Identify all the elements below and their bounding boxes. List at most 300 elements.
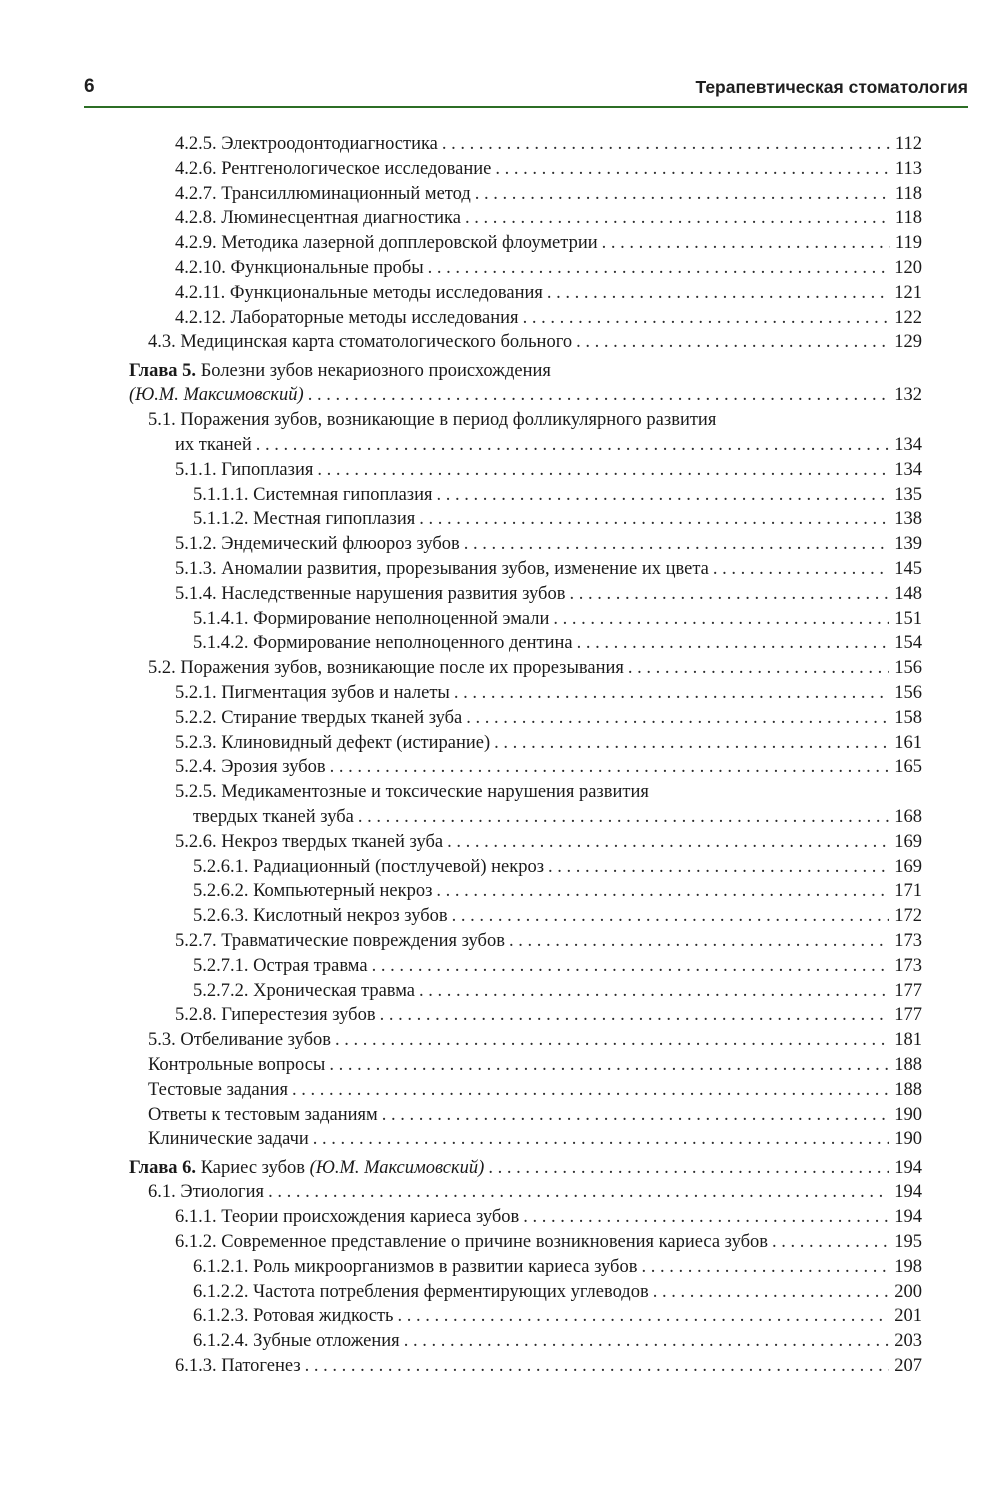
dot-leader <box>308 383 890 408</box>
dot-leader <box>466 706 889 731</box>
toc-line <box>129 182 922 207</box>
dot-leader <box>475 182 890 207</box>
toc-page-number: 188 <box>894 1079 922 1100</box>
toc-section-number: 4.2.12. <box>175 307 226 328</box>
toc-line <box>129 904 922 929</box>
toc-line <box>129 1180 922 1205</box>
toc-page-number: 194 <box>894 1182 922 1203</box>
toc-page-number: 129 <box>894 332 922 353</box>
toc-page-number: 165 <box>894 757 922 778</box>
toc-section-title: Кислотный некроз зубов <box>253 906 448 927</box>
toc-section-number: 5.2.2. <box>175 707 217 728</box>
toc-page-number: 112 <box>894 134 922 154</box>
toc-entry-title <box>175 706 462 731</box>
toc-line <box>129 830 922 855</box>
toc-row <box>129 681 922 706</box>
toc-section-title: Радиационный (постлучевой) некроз <box>253 856 545 877</box>
toc-line <box>129 1127 922 1152</box>
toc-section-number: 5.2.6.2. <box>193 881 249 902</box>
toc-page-number: 168 <box>894 807 922 828</box>
dot-leader <box>452 904 890 929</box>
toc-entry-title <box>175 306 519 331</box>
toc-row <box>129 954 922 979</box>
toc-page-number: 190 <box>894 1104 922 1125</box>
toc-page-number: 177 <box>894 980 922 1001</box>
toc-section-number: 4.2.11. <box>175 282 226 303</box>
dot-leader <box>442 132 890 157</box>
toc-row <box>129 607 922 632</box>
toc-page-number: 173 <box>894 931 922 951</box>
toc-entry-title <box>175 582 565 607</box>
dot-leader <box>464 532 889 557</box>
toc-page-number: 158 <box>894 707 922 728</box>
dot-leader <box>419 507 889 532</box>
toc-entry-title <box>175 182 471 207</box>
header-rule <box>84 106 968 108</box>
toc-line <box>129 1078 922 1103</box>
toc-row <box>129 231 922 256</box>
toc-page-number: 173 <box>894 955 922 976</box>
toc-entry-title <box>148 1053 325 1078</box>
toc-entry-title <box>193 631 573 656</box>
toc-section-title: Компьютерный некроз <box>253 881 433 902</box>
toc-page-number: 119 <box>894 233 922 254</box>
toc-section-number: 5.2.6. <box>175 831 217 852</box>
toc-page-number: 161 <box>894 732 922 753</box>
toc-line <box>129 755 922 780</box>
toc-line <box>129 507 922 532</box>
toc-entry-title <box>148 1103 378 1128</box>
toc-entry-title <box>148 656 624 681</box>
dot-leader <box>358 805 889 830</box>
toc-section-title: Лабораторные методы исследования <box>230 307 519 328</box>
toc-section-number: 5.2.8. <box>175 1005 217 1026</box>
toc-entry-title <box>148 1028 331 1053</box>
toc-section-title: Травматические повреждения зубов <box>221 931 505 951</box>
chapter-author: (Ю.М. Максимовский) <box>309 1157 485 1178</box>
toc-section-title: Отбеливание зубов <box>180 1030 331 1051</box>
running-title: Терапевтическая стоматология <box>695 77 968 97</box>
toc-section-number: 4.2.8. <box>175 208 217 229</box>
toc-section-title: Эрозия зубов <box>221 757 326 778</box>
toc-line <box>129 706 922 731</box>
toc-page-number: 121 <box>894 282 922 303</box>
toc-section-title: Некроз твердых тканей зуба <box>221 831 444 852</box>
toc-page-number: 148 <box>894 583 922 604</box>
toc-page-number: 181 <box>894 1030 922 1051</box>
toc-page-number: 190 <box>894 1129 922 1150</box>
toc-entry-title <box>175 532 460 557</box>
dot-leader <box>256 433 889 458</box>
toc-section-title: Стирание твердых тканей зуба <box>221 707 463 728</box>
toc-line <box>129 483 922 508</box>
toc-section-number: 5.2.6.3. <box>193 906 249 927</box>
toc-entry-title <box>129 1156 484 1181</box>
dot-leader <box>523 306 890 331</box>
toc-row <box>129 731 922 756</box>
toc-entry-title <box>193 954 368 979</box>
toc-section-number: 4.2.7. <box>175 183 217 204</box>
toc-entry-title <box>175 1205 519 1230</box>
dot-leader <box>454 681 889 706</box>
toc-entry-title <box>193 607 549 632</box>
toc-section-title: Местная гипоплазия <box>253 509 416 530</box>
toc-section-title: Ротовая жидкость <box>253 1306 394 1327</box>
toc-row <box>129 483 922 508</box>
toc-line <box>129 1280 922 1305</box>
toc-section-number: 6.1.2.3. <box>193 1306 249 1327</box>
toc-section-number: 5.2. <box>148 658 176 679</box>
toc-page-number: 172 <box>894 906 922 927</box>
toc-entry-title <box>175 755 326 780</box>
dot-leader <box>292 1078 889 1103</box>
toc-entry-title <box>175 433 252 458</box>
toc-section-number: 4.2.9. <box>175 233 217 254</box>
dot-leader <box>419 979 889 1004</box>
dot-leader <box>329 1053 889 1078</box>
toc-entry-title <box>175 557 709 582</box>
toc-line <box>129 1156 922 1181</box>
toc-section-number: 5.2.6.1. <box>193 856 249 877</box>
toc-line <box>129 656 922 681</box>
toc-line <box>129 607 922 632</box>
toc-page-number: 203 <box>894 1331 922 1352</box>
dot-leader <box>465 206 890 231</box>
toc-entry-title <box>175 132 438 157</box>
dot-leader <box>436 879 889 904</box>
dot-leader <box>397 1304 889 1329</box>
toc-entry-title <box>193 879 432 904</box>
toc-row <box>129 1280 922 1305</box>
dot-leader <box>428 256 890 281</box>
toc-section-title: Медикаментозные и токсические нарушения развития <box>221 782 649 803</box>
running-header <box>84 74 968 104</box>
toc-section-title: Пигментация зубов и налеты <box>221 683 450 704</box>
toc-line <box>129 330 922 355</box>
toc-entry-title <box>175 1230 768 1255</box>
dot-leader <box>382 1103 889 1128</box>
toc-section-number: 6.1. <box>148 1182 176 1203</box>
toc-section-title: Рентгенологическое исследование <box>221 158 492 179</box>
toc-entry-title <box>175 206 461 231</box>
toc-line <box>129 855 922 880</box>
toc-row <box>129 507 922 532</box>
toc-section-number: 5.1.4. <box>175 583 217 604</box>
dot-leader <box>548 855 889 880</box>
toc-row <box>129 1003 922 1028</box>
toc-page-number: 156 <box>894 658 922 679</box>
toc-section-title: Гиперестезия зубов <box>221 1005 376 1026</box>
dot-leader <box>268 1180 889 1205</box>
page-number: 6 <box>84 76 95 97</box>
toc-entry-title <box>175 1354 301 1379</box>
toc-line <box>129 256 922 281</box>
toc-entry-title <box>193 1280 649 1305</box>
toc-row <box>129 706 922 731</box>
toc-section-number: 6.1.2. <box>175 1232 217 1253</box>
toc-entry-title <box>175 231 598 256</box>
toc-line <box>129 1230 922 1255</box>
toc-row <box>129 656 922 681</box>
toc-section-title: Клинические задачи <box>148 1129 309 1150</box>
toc-section-title: Люминесцентная диагностика <box>221 208 461 229</box>
toc-row <box>129 780 922 805</box>
toc-line <box>129 557 922 582</box>
toc-row <box>129 755 922 780</box>
toc-row <box>129 1180 922 1205</box>
toc-page-number: 134 <box>894 435 922 456</box>
dot-leader <box>437 483 890 508</box>
dot-leader <box>372 954 890 979</box>
toc-page-number: 139 <box>894 534 922 555</box>
toc-line <box>129 1329 922 1354</box>
toc-line <box>129 532 922 557</box>
toc-line <box>129 805 922 830</box>
toc-row <box>129 1304 922 1329</box>
toc-section-number: 5.1.4.2. <box>193 633 249 654</box>
toc-entry-title <box>175 929 505 954</box>
dot-leader <box>509 929 889 954</box>
dot-leader <box>335 1028 889 1053</box>
toc-section-number: 5.2.7.1. <box>193 955 249 976</box>
toc-row <box>129 929 922 954</box>
toc-page-number: 134 <box>894 459 922 480</box>
chapter-label: Глава 5. <box>129 360 197 381</box>
toc-page-number: 118 <box>894 208 922 229</box>
toc-page-number: 154 <box>894 633 922 654</box>
toc-section-number: 6.1.2.4. <box>193 1331 249 1352</box>
toc-row <box>129 904 922 929</box>
toc-page-number: 198 <box>894 1256 922 1277</box>
toc-page-number: 122 <box>894 307 922 328</box>
toc-section-number: 5.1.4.1. <box>193 608 249 629</box>
toc-section-title: Электроодонтодиагностика <box>221 134 438 154</box>
toc-section-number: 5.2.7. <box>175 931 217 951</box>
toc-page-number: 120 <box>894 257 922 278</box>
toc-entry-title <box>175 256 424 281</box>
dot-leader <box>317 458 889 483</box>
toc-row <box>129 631 922 656</box>
dot-leader <box>553 607 889 632</box>
toc-line <box>129 681 922 706</box>
toc-row-continuation <box>129 433 922 458</box>
toc-section-title: Этиология <box>180 1182 265 1203</box>
toc-section-number: 5.2.3. <box>175 732 217 753</box>
toc-row <box>129 1127 922 1152</box>
dot-leader <box>495 157 890 182</box>
toc-entry-title <box>175 157 491 182</box>
toc-page-number: 145 <box>894 559 922 580</box>
toc-page-number: 113 <box>894 158 922 179</box>
toc-row <box>129 132 922 157</box>
dot-leader <box>569 582 889 607</box>
toc-page-number: 200 <box>894 1281 922 1302</box>
toc-row <box>129 830 922 855</box>
toc-section-title: Функциональные методы исследования <box>229 282 543 303</box>
toc-line <box>129 879 922 904</box>
toc-entry-title <box>175 281 543 306</box>
toc-line <box>129 1255 922 1280</box>
toc-line <box>129 1354 922 1379</box>
toc-row <box>129 206 922 231</box>
toc-section-number: 4.2.6. <box>175 158 217 179</box>
dot-leader <box>380 1003 890 1028</box>
toc-chapter-author-row <box>129 383 922 408</box>
toc-row <box>129 256 922 281</box>
toc-section-title: Ответы к тестовым заданиям <box>148 1104 378 1125</box>
toc-row <box>129 557 922 582</box>
toc-line <box>129 1304 922 1329</box>
toc-entry-title <box>175 731 490 756</box>
toc-section-number: 6.1.2.2. <box>193 1281 249 1302</box>
toc-section-number: 5.1.3. <box>175 559 217 580</box>
chapter-label: Глава 6. <box>129 1157 197 1178</box>
toc-section-number: 6.1.3. <box>175 1356 217 1377</box>
toc-line <box>129 929 922 954</box>
toc-row <box>129 1230 922 1255</box>
chapter-title: Болезни зубов некариозного происхождения <box>200 360 551 381</box>
toc-row-continuation <box>129 805 922 830</box>
toc-page-number: 169 <box>894 831 922 852</box>
toc-row <box>129 408 922 433</box>
toc-line <box>129 1103 922 1128</box>
toc-line <box>129 1003 922 1028</box>
toc-section-title: Современное представление о причине возникновения кариеса зубов <box>221 1232 768 1253</box>
toc-section-title: Острая травма <box>253 955 368 976</box>
toc-line <box>129 132 922 157</box>
toc-page-number: 201 <box>894 1306 922 1327</box>
dot-leader <box>404 1329 890 1354</box>
toc-row <box>129 1103 922 1128</box>
toc-section-number: 6.1.2.1. <box>193 1256 249 1277</box>
toc-page-number: 138 <box>894 509 922 530</box>
toc-row <box>129 879 922 904</box>
toc-section-title: Поражения зубов, возникающие в период фолликулярного развития <box>180 410 717 431</box>
dot-leader <box>330 755 890 780</box>
toc-row <box>129 1028 922 1053</box>
toc-row <box>129 157 922 182</box>
dot-leader <box>523 1205 889 1230</box>
toc-page-number: 118 <box>894 183 922 204</box>
toc-entry-title <box>193 1255 637 1280</box>
toc-section-number: 5.1.1.2. <box>193 509 249 530</box>
toc-section-title: Частота потребления ферментирующих углеводов <box>253 1281 649 1302</box>
toc-entry-title <box>129 383 304 408</box>
toc-entry-title <box>175 458 313 483</box>
dot-leader <box>305 1354 890 1379</box>
toc-section-title: Системная гипоплазия <box>253 484 433 505</box>
dot-leader <box>713 557 889 582</box>
toc-row <box>129 532 922 557</box>
toc-entry-title <box>193 904 448 929</box>
toc-line <box>129 1205 922 1230</box>
toc-row <box>129 1255 922 1280</box>
toc-section-number: 5.2.5. <box>175 782 217 803</box>
toc-line <box>129 1053 922 1078</box>
toc-line <box>129 954 922 979</box>
dot-leader <box>772 1230 889 1255</box>
toc-row <box>129 330 922 355</box>
toc-line <box>129 231 922 256</box>
toc-line <box>129 731 922 756</box>
toc-row <box>129 1078 922 1103</box>
toc-section-number: 4.3. <box>148 332 176 353</box>
toc-section-number: 5.2.7.2. <box>193 980 249 1001</box>
toc-section-title: Эндемический флюороз зубов <box>221 534 460 555</box>
toc-section-number: 5.2.4. <box>175 757 217 778</box>
toc-section-title: Роль микроорганизмов в развитии кариеса зубов <box>253 1256 638 1277</box>
dot-leader <box>628 656 889 681</box>
toc-page-number: 132 <box>894 385 922 406</box>
toc-row <box>129 182 922 207</box>
toc-chapter-row <box>129 1156 922 1181</box>
toc-entry-title <box>148 1127 309 1152</box>
toc-section-number: 5.2.1. <box>175 683 217 704</box>
toc-section-number: 5.1.1. <box>175 459 217 480</box>
dot-leader <box>653 1280 890 1305</box>
toc-section-title: Аномалии развития, прорезывания зубов, изменение их цвета <box>221 559 709 580</box>
toc-section-title-continued: их тканей <box>175 435 252 456</box>
chapter-author: (Ю.М. Максимовский) <box>129 385 304 406</box>
table-of-contents <box>129 132 922 1379</box>
toc-section-title: Функциональные пробы <box>230 257 424 278</box>
toc-section-title: Тестовые задания <box>148 1079 289 1100</box>
toc-section-title: Медицинская карта стоматологического больного <box>180 332 573 353</box>
toc-section-title: Формирование неполноценной эмали <box>253 608 550 629</box>
toc-entry-title <box>148 330 572 355</box>
dot-leader <box>576 330 889 355</box>
toc-chapter-row <box>129 359 922 384</box>
toc-entry-title <box>193 979 415 1004</box>
toc-section-number: 6.1.1. <box>175 1207 217 1228</box>
toc-entry-title <box>175 1003 376 1028</box>
toc-page-number: 151 <box>894 608 922 629</box>
toc-row <box>129 855 922 880</box>
dot-leader <box>494 731 889 756</box>
toc-row <box>129 1354 922 1379</box>
toc-section-title: Клиновидный дефект (истирание) <box>221 732 491 753</box>
toc-page-number: 169 <box>894 856 922 877</box>
dot-leader <box>447 830 889 855</box>
toc-entry-title <box>193 483 433 508</box>
toc-entry-title <box>193 1329 400 1354</box>
toc-section-title: Наследственные нарушения развития зубов <box>221 583 566 604</box>
toc-entry-title <box>193 805 354 830</box>
toc-page-number: 194 <box>894 1207 922 1228</box>
toc-section-title: Трансиллюминационный метод <box>221 183 471 204</box>
toc-section-title-continued: твердых тканей зуба <box>193 807 354 828</box>
toc-page-number: 156 <box>894 683 922 704</box>
toc-section-title: Контрольные вопросы <box>148 1054 326 1075</box>
toc-row <box>129 1053 922 1078</box>
toc-row <box>129 1205 922 1230</box>
toc-page-number: 177 <box>894 1005 922 1026</box>
toc-section-title: Зубные отложения <box>253 1331 400 1352</box>
toc-line <box>129 383 922 408</box>
chapter-title: Кариес зубов <box>200 1157 305 1178</box>
dot-leader <box>641 1255 889 1280</box>
toc-section-title: Гипоплазия <box>221 459 314 480</box>
toc-line <box>129 1028 922 1053</box>
toc-page-number: 194 <box>894 1157 922 1178</box>
toc-line <box>129 582 922 607</box>
dot-leader <box>488 1156 889 1181</box>
toc-section-number: 4.2.5. <box>175 134 217 154</box>
dot-leader <box>577 631 890 656</box>
toc-line <box>129 458 922 483</box>
toc-line <box>129 631 922 656</box>
toc-entry-title <box>148 1180 264 1205</box>
